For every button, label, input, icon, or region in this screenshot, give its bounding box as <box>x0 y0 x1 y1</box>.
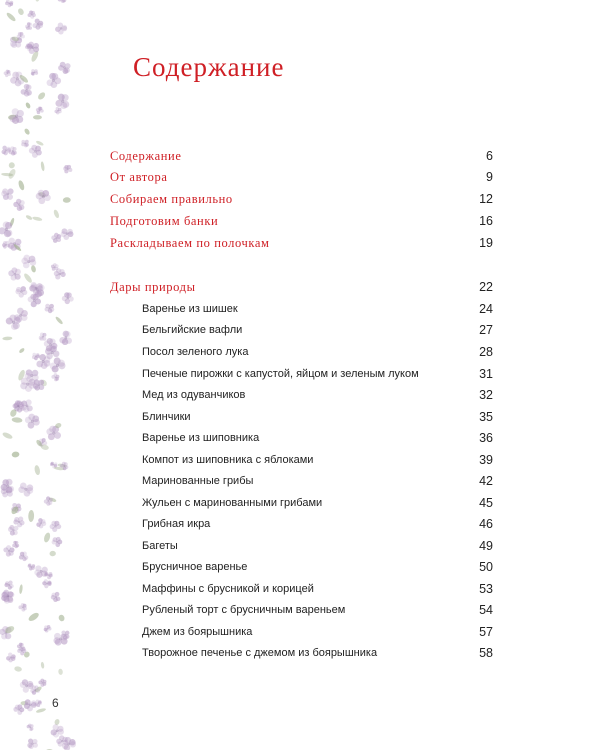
toc-item-page: 46 <box>479 517 493 531</box>
toc-item-label: Грибная икра <box>142 518 211 530</box>
toc-item-label: Печеные пирожки с капустой, яйцом и зеленым луком <box>142 368 419 380</box>
toc-entry-collect[interactable] <box>0 189 600 209</box>
toc-item-label: Мед из одуванчиков <box>142 389 246 401</box>
toc-item-page: 36 <box>479 431 493 445</box>
toc-item[interactable] <box>0 600 600 620</box>
toc-entry-page: 16 <box>479 214 493 228</box>
toc-item[interactable] <box>0 299 600 319</box>
toc-item-page: 42 <box>479 474 493 488</box>
toc-item-label: Блинчики <box>142 411 191 423</box>
toc-item[interactable] <box>0 385 600 405</box>
toc-entry-jars[interactable] <box>0 211 600 231</box>
toc-item[interactable] <box>0 643 600 663</box>
toc-item-page: 28 <box>479 345 493 359</box>
toc-item-page: 57 <box>479 625 493 639</box>
toc-entry-label: От автора <box>110 170 168 184</box>
toc-item[interactable] <box>0 536 600 556</box>
toc-entry-page: 12 <box>479 192 493 206</box>
toc-item-page: 50 <box>479 560 493 574</box>
toc-item[interactable] <box>0 471 600 491</box>
toc-item-page: 53 <box>479 582 493 596</box>
toc-item-label: Творожное печенье с джемом из боярышника <box>142 647 378 659</box>
toc-item-label: Компот из шиповника с яблоками <box>142 454 314 466</box>
toc-entry-shelves[interactable] <box>0 233 600 253</box>
toc-item[interactable] <box>0 320 600 340</box>
toc-entry-label: Раскладываем по полочкам <box>110 236 270 250</box>
toc-item[interactable] <box>0 514 600 534</box>
toc-item[interactable] <box>0 622 600 642</box>
toc-item[interactable] <box>0 450 600 470</box>
toc-item[interactable] <box>0 428 600 448</box>
toc-item[interactable] <box>0 364 600 384</box>
toc-item-label: Брусничное варенье <box>142 561 248 573</box>
page-number: 6 <box>52 696 59 710</box>
toc-item-label: Рубленый торт с брусничным вареньем <box>142 604 346 616</box>
toc-item-page: 54 <box>479 603 493 617</box>
toc-item[interactable] <box>0 407 600 427</box>
toc-item-page: 39 <box>479 453 493 467</box>
toc-item-page: 49 <box>479 539 493 553</box>
page-title: Содержание <box>133 52 285 82</box>
toc-entry-label: Собираем правильно <box>110 192 233 206</box>
toc-item[interactable] <box>0 342 600 362</box>
toc-item-page: 45 <box>479 496 493 510</box>
toc-item-page: 27 <box>479 323 493 337</box>
toc-item-label: Варенье из шишек <box>142 303 238 315</box>
toc-section-page: 22 <box>479 280 493 294</box>
toc-entry-label: Содержание <box>110 149 182 163</box>
toc-item-label: Маффины с брусникой и корицей <box>142 583 314 595</box>
toc-entry-page: 9 <box>486 170 493 184</box>
toc-item-page: 35 <box>479 410 493 424</box>
toc-item-page: 32 <box>479 388 493 402</box>
toc-section-gifts-of-nature[interactable] <box>0 277 600 297</box>
toc-item-label: Багеты <box>142 540 178 552</box>
toc-item-label: Жульен с маринованными грибами <box>142 497 323 509</box>
toc-item[interactable] <box>0 557 600 577</box>
toc-item-label: Посол зеленого лука <box>142 346 249 358</box>
toc-item[interactable] <box>0 579 600 599</box>
toc-item-label: Джем из боярышника <box>142 626 253 638</box>
toc-item-page: 58 <box>479 646 493 660</box>
toc-item-page: 31 <box>479 367 493 381</box>
toc-section-label: Дары природы <box>110 280 196 294</box>
toc-entry-label: Подготовим банки <box>110 214 219 228</box>
toc-entry-page: 6 <box>486 149 493 163</box>
toc-entry-page: 19 <box>479 236 493 250</box>
toc-item-page: 24 <box>479 302 493 316</box>
toc-item-label: Варенье из шиповника <box>142 432 260 444</box>
toc-item[interactable] <box>0 493 600 513</box>
toc-entry-contents[interactable] <box>0 146 600 166</box>
toc-item-label: Бельгийские вафли <box>142 324 243 336</box>
toc-entry-from-author[interactable] <box>0 167 600 187</box>
toc-item-label: Маринованные грибы <box>142 475 254 487</box>
